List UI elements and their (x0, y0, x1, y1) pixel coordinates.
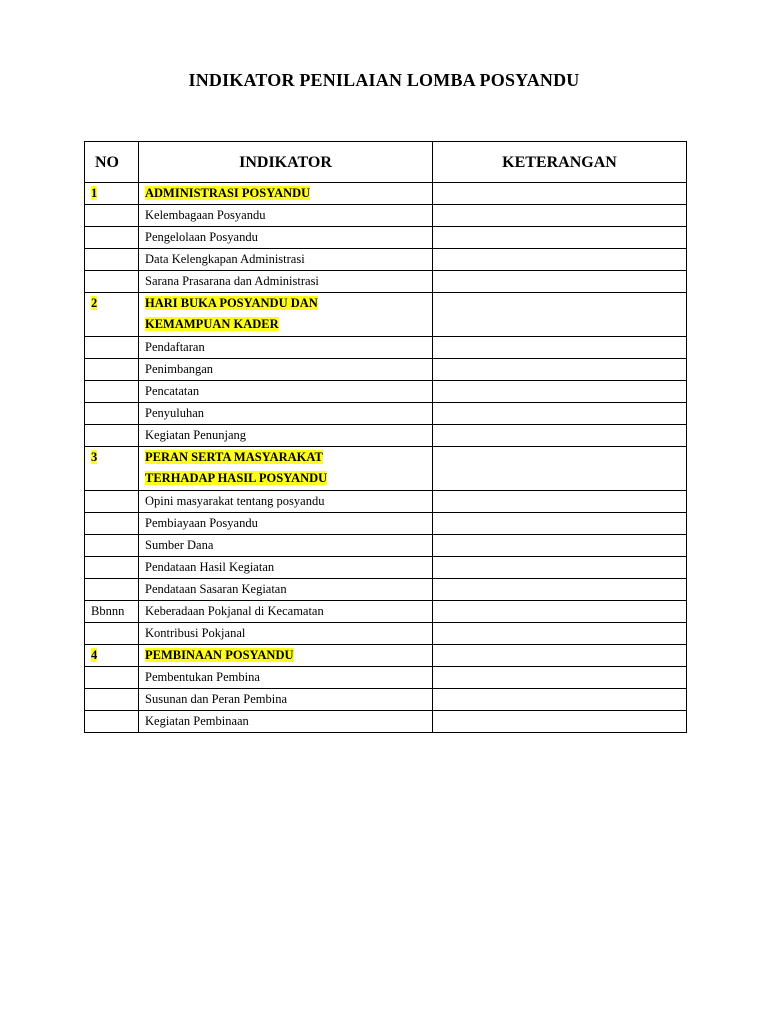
cell-keterangan (433, 293, 687, 337)
document-title: INDIKATOR PENILAIAN LOMBA POSYANDU (188, 70, 580, 90)
cell-no (85, 557, 139, 579)
indicator-label: Opini masyarakat tentang posyandu (145, 494, 325, 508)
cell-indikator (139, 447, 433, 491)
cell-indikator (139, 491, 433, 513)
cell-no (85, 491, 139, 513)
indicator-label: Penimbangan (145, 362, 214, 376)
table-row (85, 601, 687, 623)
cell-no (85, 337, 139, 359)
indicator-table (84, 141, 687, 733)
indicator-label: Susunan dan Peran Pembina (145, 692, 287, 706)
cell-no (85, 425, 139, 447)
cell-no (85, 689, 139, 711)
cell-indikator (139, 667, 433, 689)
table-row (85, 205, 687, 227)
section-title: PERAN SERTA MASYARAKAT (145, 450, 323, 464)
table-row (85, 425, 687, 447)
indicator-label: Kelembagaan Posyandu (145, 208, 266, 222)
cell-no (85, 227, 139, 249)
table-row (85, 667, 687, 689)
cell-no (85, 623, 139, 645)
cell-no (85, 249, 139, 271)
cell-keterangan (433, 337, 687, 359)
cell-no (85, 359, 139, 381)
indicator-label: Pengelolaan Posyandu (145, 230, 258, 244)
cell-no (85, 403, 139, 425)
table-header-row (85, 142, 687, 183)
section-row (85, 293, 687, 337)
cell-keterangan (433, 205, 687, 227)
table-row (85, 557, 687, 579)
indicator-label: Keberadaan Pokjanal di Kecamatan (145, 604, 324, 618)
cell-no (85, 601, 139, 623)
table-row (85, 535, 687, 557)
cell-indikator (139, 425, 433, 447)
table-body (85, 183, 687, 733)
indicator-label: Kegiatan Penunjang (145, 428, 247, 442)
cell-no (85, 645, 139, 667)
cell-keterangan (433, 601, 687, 623)
cell-keterangan (433, 491, 687, 513)
cell-no (85, 183, 139, 205)
cell-no (85, 293, 139, 337)
row-number: 4 (91, 648, 98, 662)
cell-no (85, 271, 139, 293)
section-row (85, 645, 687, 667)
cell-keterangan (433, 579, 687, 601)
cell-indikator (139, 711, 433, 733)
cell-keterangan (433, 425, 687, 447)
cell-no (85, 711, 139, 733)
table-row (85, 403, 687, 425)
cell-indikator (139, 645, 433, 667)
section-title: PEMBINAAN POSYANDU (145, 648, 294, 662)
cell-indikator (139, 381, 433, 403)
header-no: NO (85, 142, 139, 183)
cell-keterangan (433, 535, 687, 557)
indicator-label: Data Kelengkapan Administrasi (145, 252, 305, 266)
indicator-label: Pendataan Hasil Kegiatan (145, 560, 275, 574)
cell-indikator (139, 601, 433, 623)
indicator-label: Pendaftaran (145, 340, 205, 354)
cell-keterangan (433, 381, 687, 403)
table-row (85, 689, 687, 711)
cell-indikator (139, 513, 433, 535)
table-row (85, 579, 687, 601)
table-row (85, 491, 687, 513)
cell-indikator (139, 403, 433, 425)
section-title: ADMINISTRASI POSYANDU (145, 186, 311, 200)
table-row (85, 337, 687, 359)
indicator-label: Kontribusi Pokjanal (145, 626, 246, 640)
section-row (85, 183, 687, 205)
indicator-label: Pencatatan (145, 384, 200, 398)
cell-keterangan (433, 403, 687, 425)
cell-indikator (139, 689, 433, 711)
cell-no (85, 447, 139, 491)
cell-indikator (139, 535, 433, 557)
table-row (85, 359, 687, 381)
cell-keterangan (433, 623, 687, 645)
cell-keterangan (433, 557, 687, 579)
header-keterangan: KETERANGAN (433, 142, 687, 183)
cell-keterangan (433, 513, 687, 535)
cell-no (85, 579, 139, 601)
table-row (85, 271, 687, 293)
table-row (85, 227, 687, 249)
cell-indikator (139, 227, 433, 249)
cell-keterangan (433, 271, 687, 293)
cell-no (85, 535, 139, 557)
cell-indikator (139, 205, 433, 227)
cell-keterangan (433, 711, 687, 733)
table-row (85, 381, 687, 403)
row-number: Bbnnn (91, 604, 125, 618)
indicator-label: Kegiatan Pembinaan (145, 714, 249, 728)
cell-indikator (139, 249, 433, 271)
cell-indikator (139, 579, 433, 601)
section-title-line2: TERHADAP HASIL POSYANDU (145, 471, 328, 485)
cell-keterangan (433, 645, 687, 667)
cell-keterangan (433, 183, 687, 205)
row-number: 2 (91, 296, 98, 310)
section-title-line2: KEMAMPUAN KADER (145, 317, 279, 331)
cell-indikator (139, 293, 433, 337)
cell-indikator (139, 183, 433, 205)
indicator-label: Pembiayaan Posyandu (145, 516, 258, 530)
table-row (85, 513, 687, 535)
header-indikator: INDIKATOR (139, 142, 433, 183)
indicator-label: Penyuluhan (145, 406, 205, 420)
cell-keterangan (433, 447, 687, 491)
cell-indikator (139, 359, 433, 381)
indicator-label: Pembentukan Pembina (145, 670, 260, 684)
cell-keterangan (433, 227, 687, 249)
cell-keterangan (433, 689, 687, 711)
cell-keterangan (433, 249, 687, 271)
cell-indikator (139, 337, 433, 359)
cell-no (85, 513, 139, 535)
cell-indikator (139, 557, 433, 579)
cell-indikator (139, 271, 433, 293)
table-row (85, 623, 687, 645)
cell-keterangan (433, 359, 687, 381)
cell-keterangan (433, 667, 687, 689)
indicator-label: Sumber Dana (145, 538, 214, 552)
cell-indikator (139, 623, 433, 645)
row-number: 1 (91, 186, 98, 200)
row-number: 3 (91, 450, 98, 464)
cell-no (85, 381, 139, 403)
cell-no (85, 667, 139, 689)
section-row (85, 447, 687, 491)
indicator-label: Sarana Prasarana dan Administrasi (145, 274, 319, 288)
indicator-label: Pendataan Sasaran Kegiatan (145, 582, 287, 596)
table-row (85, 711, 687, 733)
table-row (85, 249, 687, 271)
section-title: HARI BUKA POSYANDU DAN (145, 296, 318, 310)
cell-no (85, 205, 139, 227)
